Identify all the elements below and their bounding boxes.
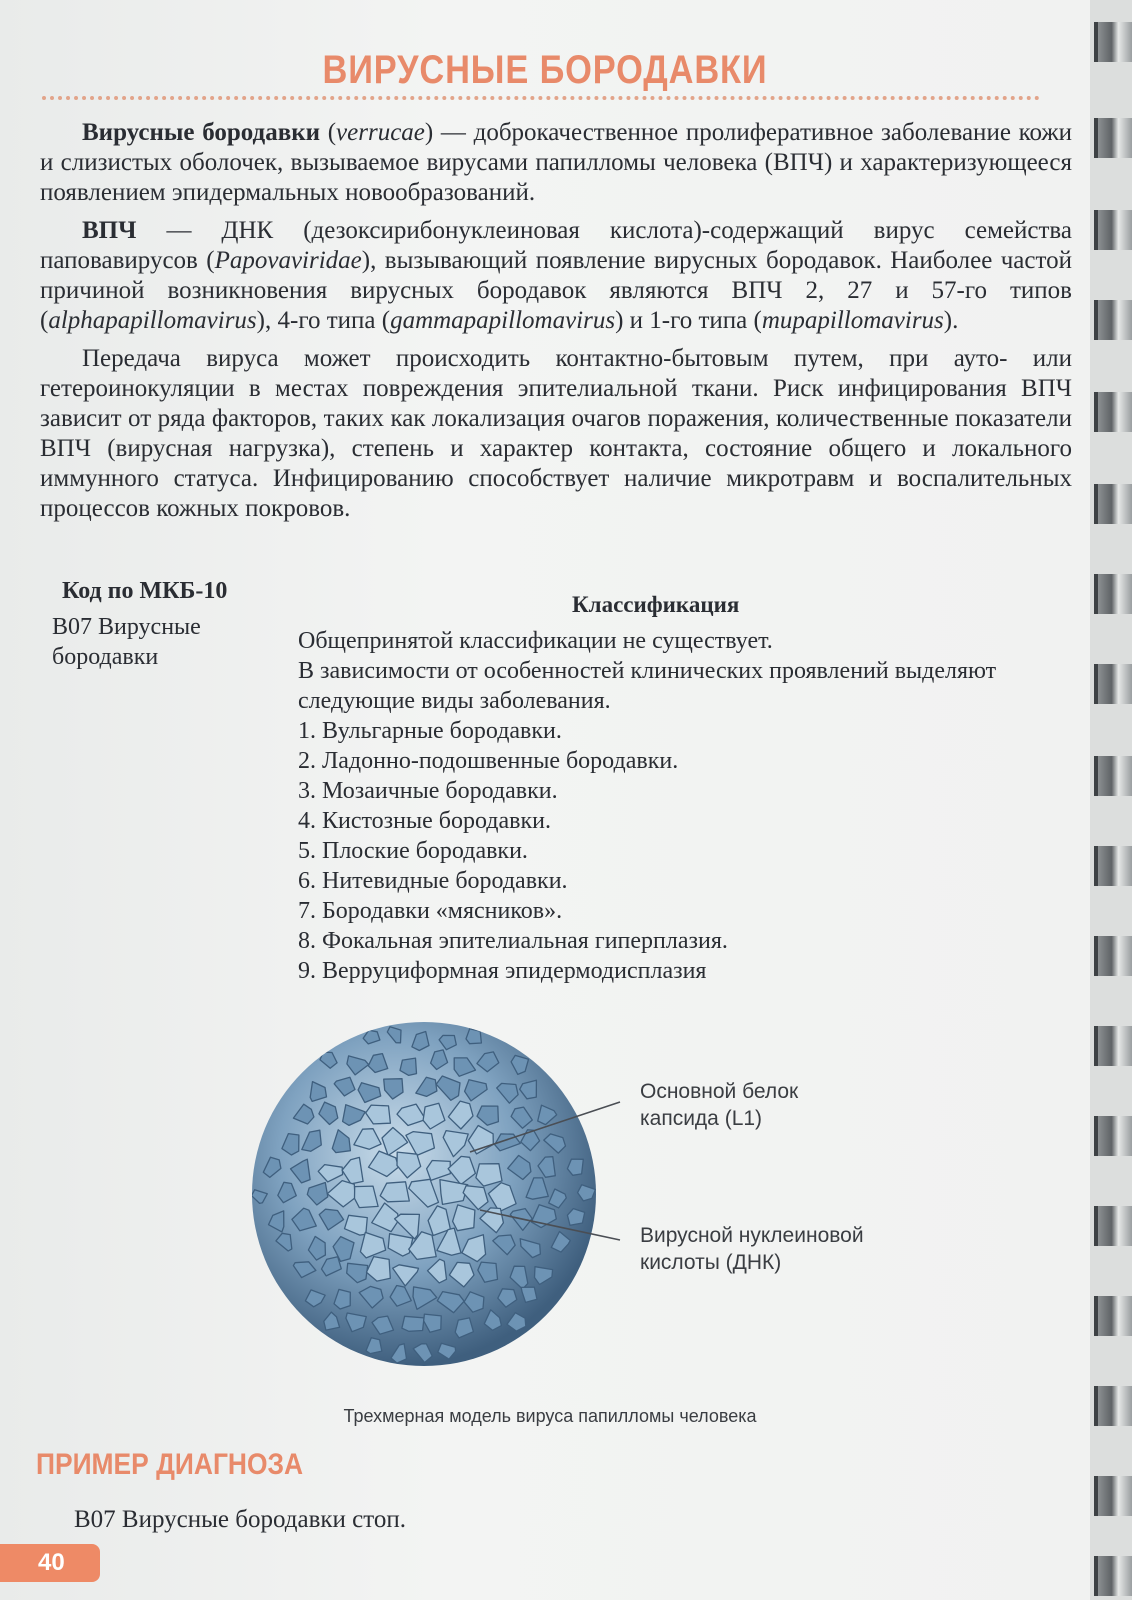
classification-heading: Классификация [572, 592, 740, 617]
spiral-binding-tab [1094, 210, 1132, 250]
list-item: 9. Верруциформная эпидермодисплазия [298, 958, 707, 984]
spiral-binding-tab [1094, 392, 1132, 432]
page-number-badge: 40 [0, 1544, 100, 1582]
page-title: ВИРУСНЫЕ БОРОДАВКИ [322, 48, 768, 92]
list-item: 4. Кистозные бородавки. [298, 808, 551, 834]
spiral-binding-tab [1094, 300, 1132, 340]
diagnosis-example-heading: ПРИМЕР ДИАГНОЗА [36, 1448, 304, 1481]
spiral-binding-tab [1094, 664, 1132, 704]
spiral-binding-tab [1094, 1206, 1132, 1246]
list-item: 1. Вульгарные бородавки. [298, 718, 562, 744]
spiral-binding-tab [1094, 1296, 1132, 1336]
term-verrucae: Вирусные бородавки [82, 119, 321, 146]
spiral-binding-tab [1094, 574, 1132, 614]
spiral-binding-tab [1094, 1116, 1132, 1156]
list-item: 8. Фокальная эпителиальная гиперплазия. [298, 928, 728, 954]
classification-list [298, 716, 1058, 986]
spiral-binding-tab [1094, 1386, 1132, 1426]
intro-paragraph-transmission: Передача вируса может происходить контактно-бытовым путем, при ауто- или гетероинокуляции в местах повреждения эпителиальной ткани. Риск инфицирования ВПЧ зависит от ряда факторов, таких как локализация очагов поражения, количественные показатели ВПЧ (вирусная нагрузка), степень и характер контакта, состояние общего и локального иммунного статуса. Инфицированию способствует наличие микротравм и воспалительных процессов кожных покровов. [40, 345, 1072, 522]
list-item: 2. Ладонно-подошвенные бородавки. [298, 748, 679, 774]
capsomere-knob [402, 1316, 424, 1331]
spiral-binding-tab [1094, 484, 1132, 524]
spiral-binding-tab [1094, 118, 1132, 158]
diagnosis-example-text: B07 Вирусные бородавки стоп. [74, 1506, 406, 1533]
intro-paragraph-definition: Вирусные бородавки (verrucae) — доброкачественное пролиферативное заболевание кожи и слизистых оболочек, вызываемое вирусами папилломы человека (ВПЧ) и характеризующееся появлением эпидермальных новообразований. [40, 119, 1073, 206]
callout-capsid-protein: Основной белок капсида (L1) [640, 1080, 799, 1130]
classification-line: Общепринятой классификации не существует. [298, 628, 773, 654]
intro-paragraph-hpv: ВПЧ — ДНК (дезоксирибонуклеиновая кислота)-содержащий вирус семейства паповавирусов (Papovaviridae), вызывающий появление вирусных бородавок. Наиболее частой причиной возникновения вирусных бородавок являются ВПЧ 2, 27 и 57-го типов (alphapapillomavirus), 4-го типа (gammapapillomavirus) и 1-го типа (mupapillomavirus). [40, 217, 1072, 334]
classification-line: В зависимости от особенностей клинических проявлений выделяют следующие виды заболевания. [298, 658, 997, 714]
list-item: 5. Плоские бородавки. [298, 838, 528, 864]
spiral-binding-tab [1094, 936, 1132, 976]
binding-spine [1090, 0, 1132, 1600]
classification-body [298, 626, 1058, 986]
capsomere-knob [453, 1205, 475, 1231]
capsomere-knob [466, 1029, 481, 1044]
virus-sphere-graphic [248, 1018, 600, 1370]
spiral-binding-tab [1094, 1556, 1132, 1596]
callout-viral-nucleic-acid: Вирусной нуклеиновой кислоты (ДНК) [640, 1224, 864, 1274]
spiral-binding-tab [1094, 846, 1132, 886]
icd-heading: Код по МКБ-10 [62, 578, 228, 604]
title-dotted-divider [42, 96, 1040, 100]
spiral-binding-tab [1094, 1476, 1132, 1516]
list-item: 3. Мозаичные бородавки. [298, 778, 558, 804]
figure-caption: Трехмерная модель вируса папилломы человека [343, 1406, 757, 1426]
spiral-binding-tab [1094, 1026, 1132, 1066]
term-hpv: ВПЧ [82, 217, 137, 244]
list-item: 7. Бородавки «мясников». [298, 898, 563, 924]
intro-text [40, 118, 1072, 532]
hpv-virus-model-illustration [248, 1018, 600, 1370]
list-item: 6. Нитевидные бородавки. [298, 868, 568, 894]
spiral-binding-tab [1094, 22, 1132, 62]
spiral-binding-tab [1094, 756, 1132, 796]
icd-code-value: B07 Вирусные бородавки [52, 614, 201, 670]
